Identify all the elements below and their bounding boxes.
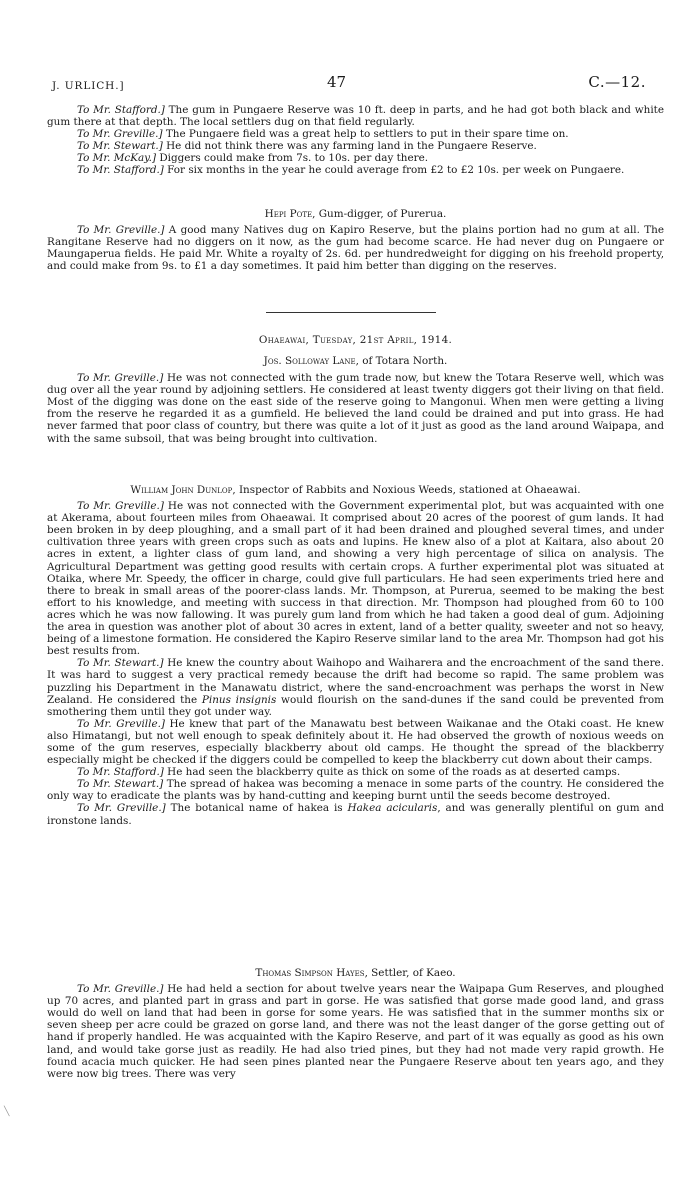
- paragraph: To Mr. Stewart.] The spread of hakea was becoming a menace in some parts of the country. He considered the only way to eradicate the plants was by hand-cutting and keeping burnt until the seeds become destroyed.: [47, 778, 664, 803]
- witness-heading: Hepi Pote, Gum-digger, of Purerua.: [264, 208, 447, 220]
- paragraph: To Mr. Stewart.] He knew the country about Waihopo and Waiharera and the encroachment of the sand there. It was hard to suggest a very practical remedy because the drift had become so rapid. The same problem was puzzling his Department in the Manawatu district, where the sand-encroachment was perhaps the worst in New Zealand. He considered the Pinus insignis would flourish on the sand-dunes if the sand could be prevented from smothering them until they got under way.: [47, 657, 664, 718]
- paragraph: To Mr. Greville.] He knew that part of the Manawatu best between Waikanae and the Otaki coast. He knew also Himatangi, but not well enough to speak definitely about it. He had observed the growth of noxious weeds on some of the gum reserves, especially blackberry about old camps. He thought the spread of the blackberry especially might be checked if the diggers could be compelled to keep the blackberry cut down about their camps.: [47, 717, 664, 767]
- paragraph: To Mr. Stafford.] The gum in Pungaere Reserve was 10 ft. deep in parts, and he had got both black and white gum there at that depth. The local settlers dug on that field regularly.: [47, 104, 664, 129]
- paragraph: To Mr. Greville.] The Pungaere field was a great help to settlers to put in their spare time on.: [77, 128, 569, 141]
- paragraph: To Mr. Greville.] He was not connected with the Government experimental plot, but was acquainted with one at Akerama, about fourteen miles from Ohaeawai. It comprised about 20 acres of the poorest of gum lands. It had been broken in by deep ploughing, and a small part of it had been drained and ploughed several times, and under cultivation three years with green crops such as oats and lupins. He knew also of a plot at Kaitara, also about 20 acres in extent, a lighter class of gum land, and showing a very high percentage of silica on analysis. The Agricultural Department was getting good results with certain crops. A further experimental plot was situated at Otaika, where Mr. Speedy, the officer in charge, could give full particulars. He had seen experiments tried here and there to break in small areas of the poorer-class lands. Mr. Thompson, at Purerua, seemed to be making the best effort to his knowledge, and meeting with success in that direction. Mr. Thompson had ploughed from 60 to 100 acres which he was now fallowing. It was purely gum land from which he had taken a good deal of gum. Adjoining the area in question was another plot of about 30 acres in extent, land of a better quality, sweeter and not so heavy, being of a limestone formation. He considered the Kapiro Reserve similar land to the area Mr. Thompson had got his best results from.: [47, 500, 664, 658]
- paragraph: To Mr. Stafford.] He had seen the blackberry quite as thick on some of the roads as at deserted camps.: [77, 766, 621, 779]
- witness-heading: Thomas Simpson Hayes, Settler, of Kaeo.: [255, 967, 456, 979]
- witness-heading: Jos. Solloway Lane, of Totara North.: [263, 355, 448, 367]
- paragraph: To Mr. Stewart.] He did not think there was any farming land in the Pungaere Reserve.: [77, 140, 537, 153]
- session-heading: [47, 334, 664, 346]
- header-witness-ref: J. URLICH.]: [52, 80, 125, 92]
- document-reference: C.—12.: [588, 73, 646, 91]
- witness-section-2: [47, 355, 664, 445]
- page-header: [52, 73, 648, 92]
- paragraph: To Mr. Greville.] He had held a section for about twelve years near the Waipapa Gum Reserves, and ploughed up 70 acres, and planted part in grass and part in gorse. He was satisfied that gorse made good land, and grass would do well on land that had been in gorse for some years. He was satisfied that in the summer months six or seven sheep per acre could be grazed on gorse land, and there was not the least danger of the gorse getting out of hand if properly handled. He was acquainted with the Kapiro Reserve, and part of it was equally as good as his own land, and would take gorse just as readily. He had also tried pines, but they had not made very rapid growth. He found acacia much quicker. He had seen pines planted near the Pungaere Reserve about ten years ago, and they were now big trees. There was very: [47, 983, 665, 1080]
- scientific-name: Hakea acicularis: [347, 802, 438, 815]
- witness-heading: William John Dunlop, Inspector of Rabbits and Noxious Weeds, stationed at Ohaeawai.: [130, 484, 581, 496]
- witness-section-4: [47, 967, 664, 1080]
- scan-margin-mark: ╲: [4, 1107, 10, 1117]
- testimony-block-1: [47, 104, 664, 177]
- paragraph: To Mr. Greville.] A good many Natives dug on Kapiro Reserve, but the plains portion had no gum at all. The Rangitane Reserve had no diggers on it now, as the gum had become scarce. He had never dug on Pungaere or Maungaperua fields. He paid Mr. White a royalty of 2s. 6d. per hundredweight for digging on his freehold property, and could make from 9s. to £1 a day sometimes. It paid him better than digging on the reserves.: [47, 224, 665, 273]
- page-number: 47: [327, 73, 347, 91]
- paragraph: To Mr. Greville.] The botanical name of hakea is Hakea acicularis, and was generally plentiful on gum and ironstone lands.: [47, 802, 664, 827]
- witness-section-3: [47, 484, 664, 827]
- scientific-name: Pinus insignis: [201, 693, 277, 706]
- session-date: Ohaeawai, Tuesday, 21st April, 1914.: [258, 334, 453, 346]
- section-divider: [266, 312, 436, 313]
- paragraph: To Mr. Stafford.] For six months in the year he could average from £2 to £2 10s. per week on Pungaere.: [77, 164, 625, 177]
- witness-section-1: [47, 208, 664, 272]
- paragraph: To Mr. McKay.] Diggers could make from 7s. to 10s. per day there.: [77, 152, 429, 165]
- paragraph: To Mr. Greville.] He was not connected with the gum trade now, but knew the Totara Reserve well, which was dug over all the year round by adjoining settlers. He considered at least twenty diggers got their living on that field. Most of the digging was done on the east side of the reserve going to Mangonui. When men were getting a living from the reserve he regarded it as a gumfield. He believed the land could be drained and put into grass. He had never farmed that poor class of country, but there was quite a lot of it just as good as the land around Waipapa, and with the same subsoil, that was being brought into cultivation.: [47, 372, 665, 445]
